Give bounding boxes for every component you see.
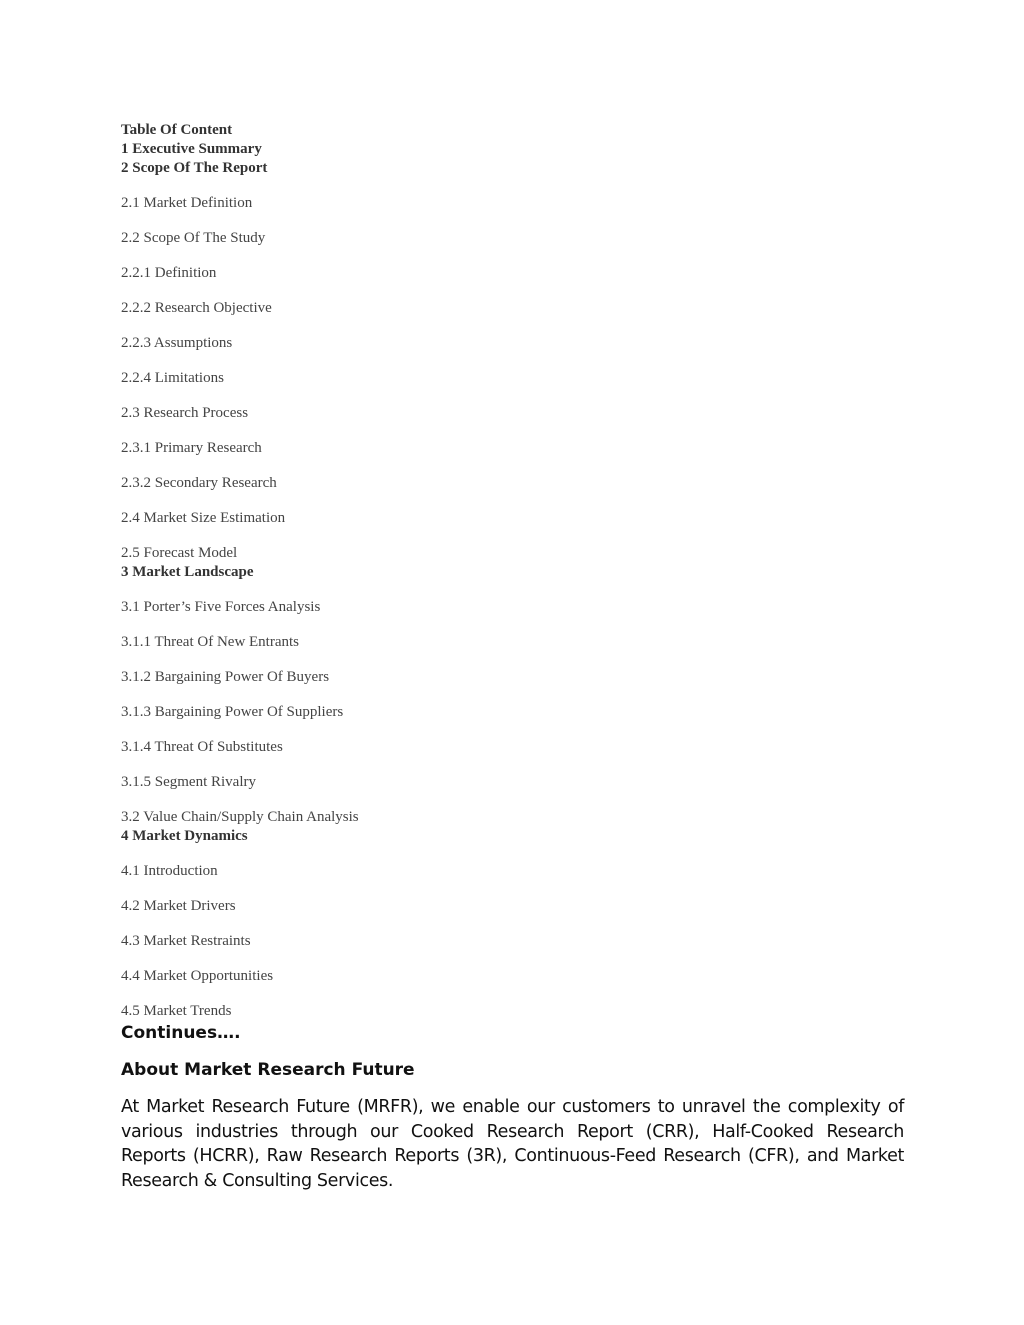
about-paragraph: At Market Research Future (MRFR), we enable our customers to unravel the complexity of various industries through our Cooked Research Report (CRR), Half-Cooked Research Reports (HCRR), Raw Research Reports (3R), Continuous-Feed Research (CFR), and Market Research & Consulting Services.: [121, 1097, 904, 1191]
toc-entry: 2.2.3 Assumptions: [121, 335, 233, 351]
toc-entry: 4.5 Market Trends: [121, 1003, 232, 1019]
toc-entry: 2.3.2 Secondary Research: [121, 475, 277, 491]
toc-entry: 4.4 Market Opportunities: [121, 968, 274, 984]
toc-title: Table Of Content: [121, 122, 233, 138]
toc-entry: 2.1 Market Definition: [121, 195, 253, 211]
about-title: About Market Research Future: [121, 1060, 415, 1080]
document-page: [121, 121, 904, 1193]
toc-sections: [121, 140, 904, 1021]
toc-entry: 2.2.2 Research Objective: [121, 300, 272, 316]
toc-entry: 3.1 Porter’s Five Forces Analysis: [121, 599, 321, 615]
toc-entry: 3.2 Value Chain/Supply Chain Analysis: [121, 809, 359, 825]
toc-entry: 3.1.1 Threat Of New Entrants: [121, 634, 300, 650]
toc-entry: 3.1.3 Bargaining Power Of Suppliers: [121, 704, 344, 720]
toc-entry: 3.1.2 Bargaining Power Of Buyers: [121, 669, 330, 685]
toc-section-heading: 2 Scope Of The Report: [121, 160, 268, 176]
toc-entry: 2.3 Research Process: [121, 405, 249, 421]
toc-entry: 2.2.4 Limitations: [121, 370, 224, 386]
toc-section-heading: 4 Market Dynamics: [121, 828, 248, 844]
continues-text: Continues….: [121, 1023, 241, 1043]
toc-section-heading: 1 Executive Summary: [121, 141, 262, 157]
toc-entry: 3.1.4 Threat Of Substitutes: [121, 739, 283, 755]
toc-entry: 4.2 Market Drivers: [121, 898, 236, 914]
toc-entry: 2.4 Market Size Estimation: [121, 510, 286, 526]
toc-entry: 2.5 Forecast Model: [121, 545, 238, 561]
toc-entry: 3.1.5 Segment Rivalry: [121, 774, 256, 790]
toc-entry: 4.1 Introduction: [121, 863, 218, 879]
toc-section-heading: 3 Market Landscape: [121, 564, 254, 580]
toc-entry: 4.3 Market Restraints: [121, 933, 251, 949]
toc-entry: 2.2 Scope Of The Study: [121, 230, 266, 246]
toc-entry: 2.3.1 Primary Research: [121, 440, 262, 456]
toc-entry: 2.2.1 Definition: [121, 265, 217, 281]
